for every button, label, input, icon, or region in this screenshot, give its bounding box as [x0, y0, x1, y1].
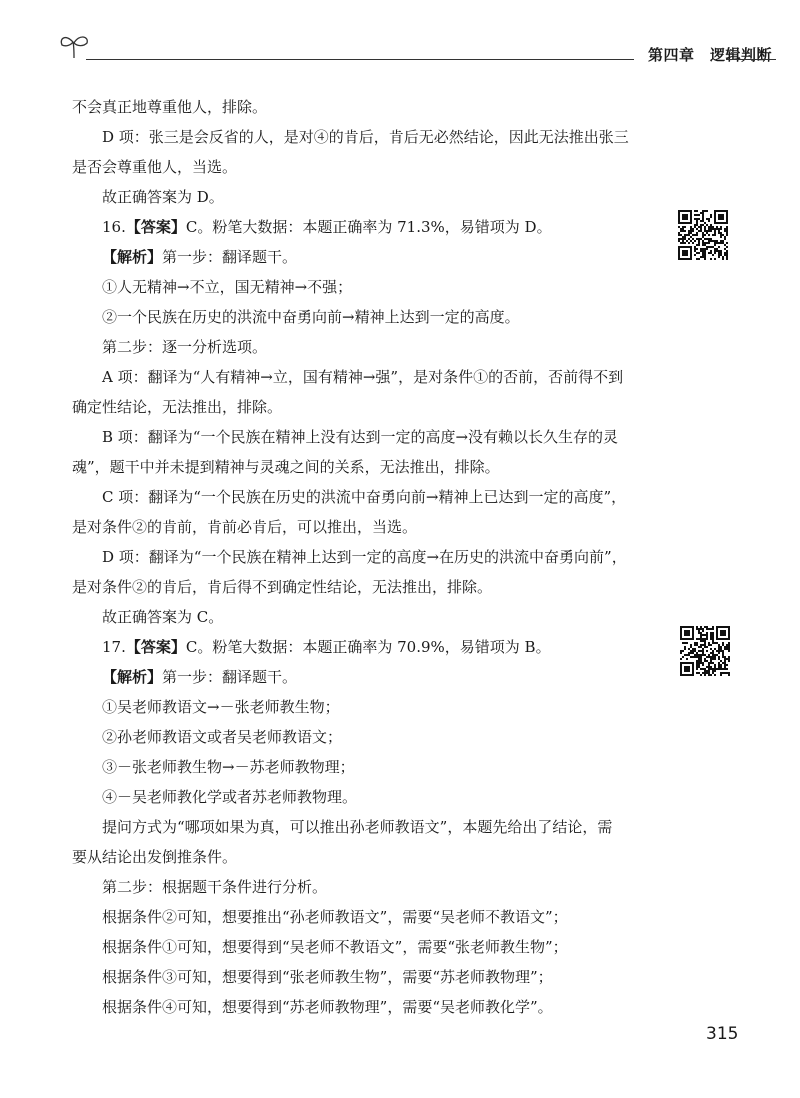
question-number: 17. — [102, 638, 126, 656]
line-text: 故正确答案为 C。 — [102, 608, 224, 626]
text-line — [72, 872, 672, 902]
text-line — [72, 812, 672, 842]
line-text: 第一步：翻译题干。 — [162, 248, 298, 266]
line-text: 第二步：根据题干条件进行分析。 — [102, 878, 328, 896]
text-line — [72, 992, 672, 1022]
text-line — [72, 602, 672, 632]
text-line — [72, 242, 672, 272]
text-line — [72, 422, 672, 452]
line-text: D 项：翻译为“一个民族在精神上达到一定的高度→在历史的洪流中奋勇向前”， — [102, 548, 627, 566]
line-text: 是否会尊重他人，当选。 — [72, 158, 238, 176]
line-text: C 项：翻译为“一个民族在历史的洪流中奋勇向前→精神上已达到一定的高度”， — [102, 488, 627, 506]
line-text: ②一个民族在历史的洪流中奋勇向前→精神上达到一定的高度。 — [102, 308, 520, 326]
line-text: ②孙老师教语文或者吴老师教语文； — [102, 728, 343, 746]
section-label: 【解析】 — [102, 668, 163, 686]
line-text: 要从结论出发倒推条件。 — [72, 848, 238, 866]
text-line — [72, 722, 672, 752]
line-text: 根据条件④可知，想要得到“苏老师教物理”，需要“吴老师教化学”。 — [102, 998, 553, 1016]
text-line — [72, 392, 672, 422]
text-line — [72, 692, 672, 722]
text-line — [72, 272, 672, 302]
text-line — [72, 362, 672, 392]
line-text: 是对条件②的肯前，肯前必肯后，可以推出，当选。 — [72, 518, 418, 536]
line-text: C。粉笔大数据：本题正确率为 70.9%，易错项为 B。 — [185, 638, 551, 656]
line-text: A 项：翻译为“人有精神→立，国有精神→强”，是对条件①的否前，否前得不到 — [102, 368, 624, 386]
text-line — [72, 212, 672, 242]
line-text: ④－吴老师教化学或者苏老师教物理。 — [102, 788, 358, 806]
line-text: 根据条件③可知，想要得到“张老师教生物”，需要“苏老师教物理”； — [102, 968, 553, 986]
text-line — [72, 302, 672, 332]
text-line — [72, 332, 672, 362]
section-label: 【解析】 — [102, 248, 163, 266]
header-rule-left — [86, 59, 634, 60]
page-number: 315 — [706, 1024, 739, 1044]
page-body — [72, 92, 672, 1022]
line-text: C。粉笔大数据：本题正确率为 71.3%，易错项为 D。 — [185, 218, 552, 236]
line-text: B 项：翻译为“一个民族在精神上没有达到一定的高度→没有赖以长久生存的灵 — [102, 428, 619, 446]
text-line — [72, 482, 672, 512]
line-text: 是对条件②的肯后，肯后得不到确定性结论，无法推出，排除。 — [72, 578, 493, 596]
qr-code-icon[interactable] — [678, 210, 728, 260]
text-line — [72, 92, 672, 122]
text-line — [72, 512, 672, 542]
text-line — [72, 152, 672, 182]
text-line — [72, 932, 672, 962]
line-text: 根据条件①可知，想要得到“吴老师不教语文”，需要“张老师教生物”； — [102, 938, 568, 956]
line-text: ③－张老师教生物→－苏老师教物理； — [102, 758, 355, 776]
line-text: 不会真正地尊重他人，排除。 — [72, 98, 268, 116]
line-text: 根据条件②可知，想要推出“孙老师教语文”，需要“吴老师不教语文”； — [102, 908, 568, 926]
line-text: ①吴老师教语文→－张老师教生物； — [102, 698, 340, 716]
line-text: 提问方式为“哪项如果为真，可以推出孙老师教语文”，本题先给出了结论，需 — [102, 818, 613, 836]
text-line — [72, 842, 672, 872]
text-line — [72, 782, 672, 812]
text-line — [72, 902, 672, 932]
text-line — [72, 962, 672, 992]
line-text: 魂”，题干中并未提到精神与灵魂之间的关系，无法推出，排除。 — [72, 458, 500, 476]
question-number: 16. — [102, 218, 126, 236]
text-line — [72, 632, 672, 662]
section-label: 【答案】 — [125, 638, 186, 656]
line-text: 确定性结论，无法推出，排除。 — [72, 398, 283, 416]
text-line — [72, 122, 672, 152]
text-line — [72, 662, 672, 692]
section-label: 【答案】 — [125, 218, 186, 236]
text-line — [72, 182, 672, 212]
text-line — [72, 452, 672, 482]
text-line — [72, 572, 672, 602]
header-rule-right — [726, 59, 776, 60]
text-line — [72, 542, 672, 572]
line-text: 第一步：翻译题干。 — [162, 668, 298, 686]
line-text: ①人无精神→不立，国无精神→不强； — [102, 278, 353, 296]
line-text: 第二步：逐一分析选项。 — [102, 338, 268, 356]
text-line — [72, 752, 672, 782]
line-text: D 项：张三是会反省的人，是对④的肯后，肯后无必然结论，因此无法推出张三 — [102, 128, 629, 146]
page-header — [56, 30, 776, 66]
line-text: 故正确答案为 D。 — [102, 188, 224, 206]
sprout-icon — [56, 30, 92, 60]
qr-code-icon[interactable] — [680, 626, 730, 676]
chapter-title: 第四章 逻辑判断 — [648, 46, 773, 64]
